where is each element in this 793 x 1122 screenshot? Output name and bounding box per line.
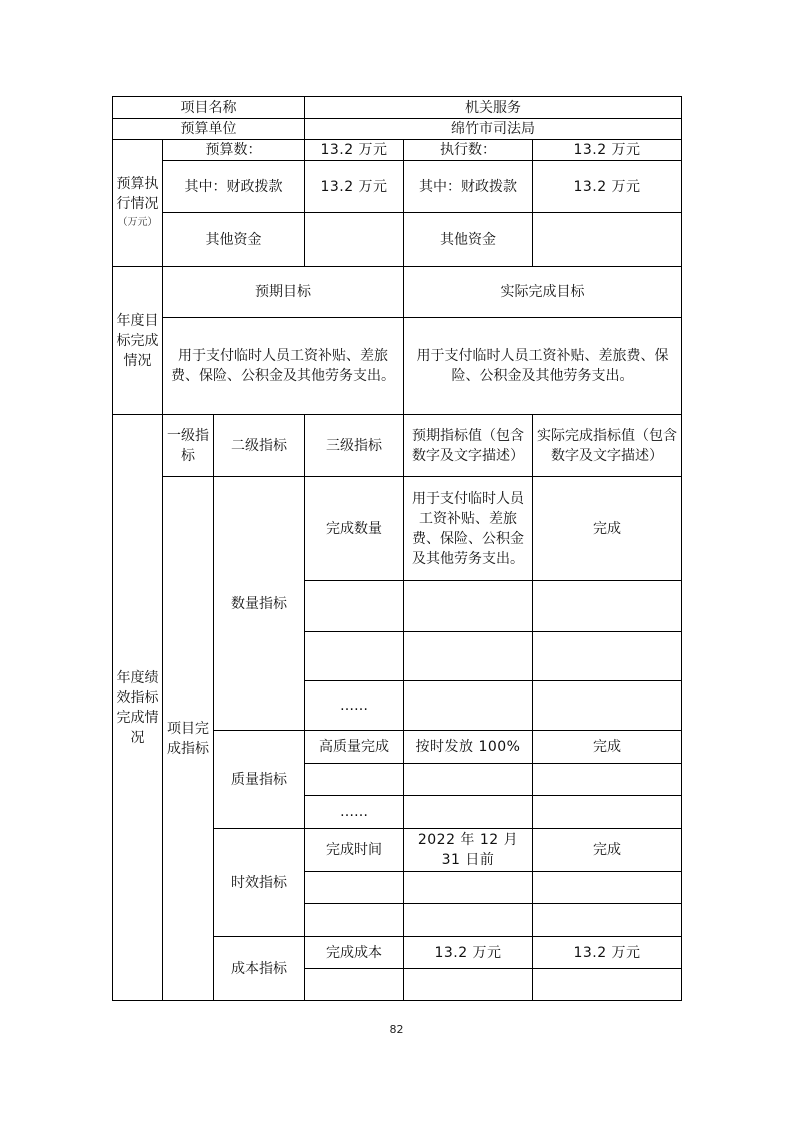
budget-unit-label: 预算单位 [113,119,305,140]
cost-expected-empty [404,969,533,1001]
actual-indicator-header: 实际完成指标值（包含数字及文字描述） [533,415,682,477]
level2-header: 二级指标 [214,415,305,477]
quantity-actual: 完成 [533,477,682,581]
fiscal-exec: 13.2 万元 [533,161,682,213]
fiscal-budget: 13.2 万元 [305,161,404,213]
exec-value: 13.2 万元 [533,140,682,161]
quality-level3: 高质量完成 [305,731,404,764]
quality-actual: 完成 [533,731,682,764]
budget-exec-unit: （万元） [117,217,158,228]
quantity-level3-empty [305,632,404,681]
level1-value: 项目完成指标 [163,477,214,1001]
expected-goal-header: 预期目标 [163,267,404,318]
fiscal-exec-label: 其中：财政拨款 [404,161,533,213]
performance-table [112,96,682,1001]
timeliness-actual-empty [533,872,682,904]
exec-label: 执行数： [404,140,533,161]
quantity-expected: 用于支付临时人员工资补贴、差旅费、保险、公积金及其他劳务支出。 [404,477,533,581]
fiscal-label: 其中：财政拨款 [163,161,305,213]
quantity-expected-empty [404,681,533,731]
other-funds-label: 其他资金 [163,213,305,267]
level1-header: 一级指标 [163,415,214,477]
timeliness-level3: 完成时间 [305,829,404,872]
page-number: 82 [389,1023,404,1036]
timeliness-level3-empty [305,904,404,937]
project-name-label: 项目名称 [113,97,305,119]
timeliness-label: 时效指标 [214,829,305,937]
quantity-actual-empty [533,632,682,681]
quantity-ellipsis: …… [305,681,404,731]
timeliness-actual-empty [533,904,682,937]
quality-ellipsis: …… [305,796,404,829]
expected-goal-text: 用于支付临时人员工资补贴、差旅费、保险、公积金及其他劳务支出。 [163,318,404,415]
quantity-label: 数量指标 [214,477,305,731]
cost-level3-empty [305,969,404,1001]
actual-goal-header: 实际完成目标 [404,267,682,318]
other-funds-budget [305,213,404,267]
quantity-expected-empty [404,632,533,681]
quality-expected: 按时发放 100% [404,731,533,764]
actual-goal-text: 用于支付临时人员工资补贴、差旅费、保险、公积金及其他劳务支出。 [404,318,682,415]
expected-indicator-header: 预期指标值（包含数字及文字描述） [404,415,533,477]
cost-actual-empty [533,969,682,1001]
timeliness-expected-empty [404,904,533,937]
other-funds-exec [533,213,682,267]
quantity-level3: 完成数量 [305,477,404,581]
quality-level3-empty [305,764,404,796]
quality-expected-empty [404,796,533,829]
quantity-expected-empty [404,581,533,632]
quantity-actual-empty [533,581,682,632]
timeliness-level3-empty [305,872,404,904]
cost-level3: 完成成本 [305,937,404,969]
cost-actual: 13.2 万元 [533,937,682,969]
quantity-level3-empty [305,581,404,632]
cost-label: 成本指标 [214,937,305,1001]
other-funds-exec-label: 其他资金 [404,213,533,267]
level3-header: 三级指标 [305,415,404,477]
budget-unit-value: 绵竹市司法局 [305,119,682,140]
project-name-value: 机关服务 [305,97,682,119]
timeliness-expected: 2022 年 12 月 31 日前 [404,829,533,872]
budget-label: 预算数： [163,140,305,161]
quality-actual-empty [533,764,682,796]
cost-expected: 13.2 万元 [404,937,533,969]
quantity-actual-empty [533,681,682,731]
annual-goal-label: 年度目标完成情况 [113,267,163,415]
quality-actual-empty [533,796,682,829]
timeliness-expected-empty [404,872,533,904]
budget-value: 13.2 万元 [305,140,404,161]
indicators-label: 年度绩效指标完成情况 [113,415,163,1001]
timeliness-actual: 完成 [533,829,682,872]
quality-expected-empty [404,764,533,796]
quality-label: 质量指标 [214,731,305,829]
budget-exec-label: 预算执行情况 [116,176,159,212]
budget-exec-label-cell [113,140,163,267]
